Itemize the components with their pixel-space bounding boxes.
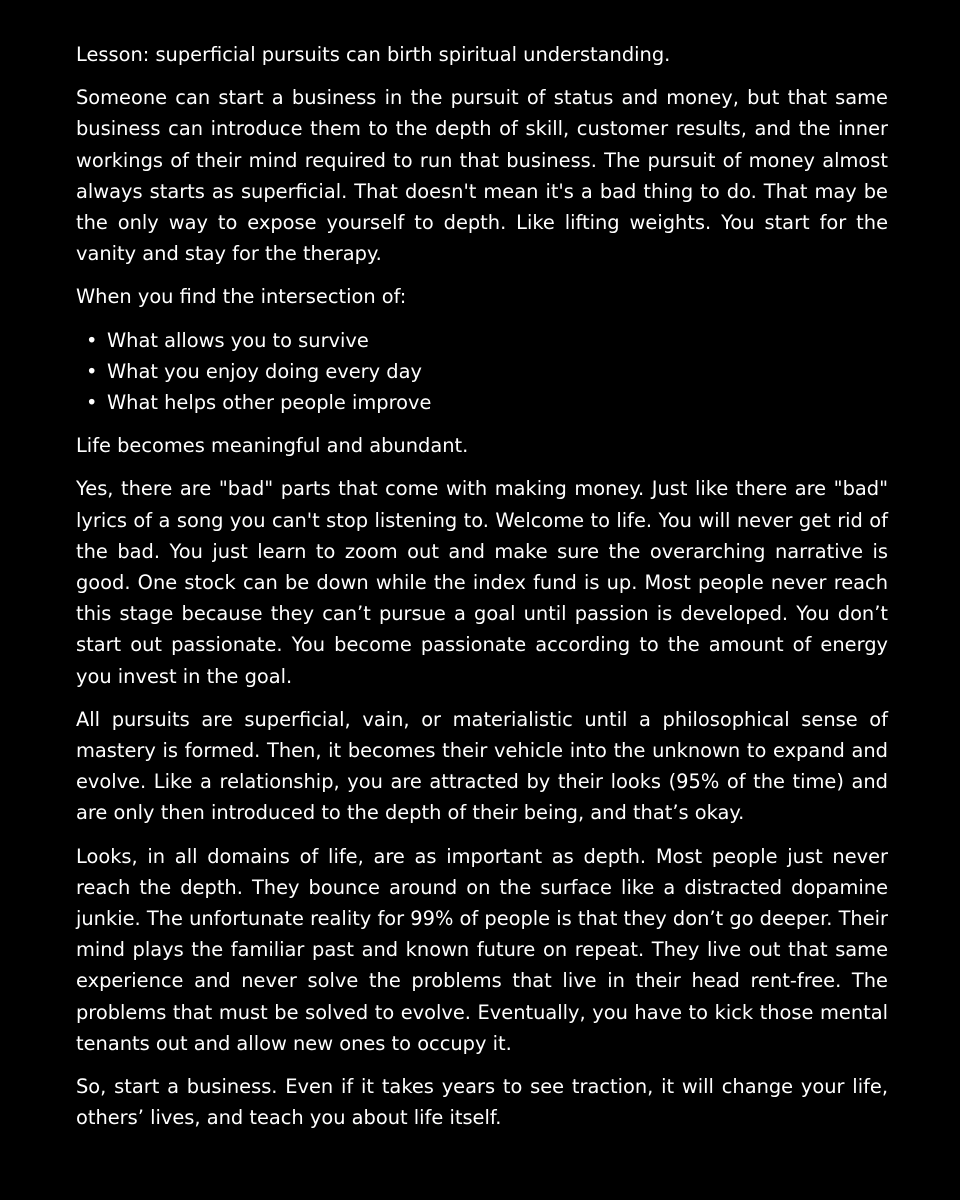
list-item	[76, 325, 888, 356]
list-item	[76, 356, 888, 387]
list-item-text: What allows you to survive	[107, 328, 369, 352]
intersection-list	[76, 325, 888, 419]
lesson-heading: Lesson: superficial pursuits can birth spiritual understanding.	[76, 43, 671, 66]
bullet-dot-icon: •	[86, 391, 98, 415]
list-item-text: What you enjoy doing every day	[107, 359, 422, 383]
paragraph-start-business: So, start a business. Even if it takes years to see traction, it will change your life, others’ lives, and teach you about life itself.	[76, 1075, 888, 1130]
list-item	[76, 387, 888, 418]
bullet-dot-icon: •	[86, 359, 98, 383]
list-item-text: What helps other people improve	[107, 391, 432, 415]
paragraph-business-pursuit: Someone can start a business in the pursuit of status and money, but that same business can introduce them to the depth of skill, customer results, and the inner workings of their mind required to run that business. The pursuit of money almost always starts as superficial. That doesn't mean it's a bad thing to do. That may be the only way to expose yourself to depth. Like lifting weights. You start for the vanity and stay for the therapy.	[76, 86, 888, 266]
paragraph-superficial-pursuits: All pursuits are superficial, vain, or materialistic until a philosophical sense of mastery is formed. Then, it becomes their vehicle into the unknown to expand and evolve. Like a relationship, you are attracted by their looks (95% of the time) and are only then introduced to the depth of their being, and that’s okay.	[76, 707, 888, 825]
paragraph-intersection-intro: When you find the intersection of:	[76, 285, 407, 309]
paragraph-meaningful-life: Life becomes meaningful and abundant.	[76, 434, 469, 458]
paragraph-looks-and-depth: Looks, in all domains of life, are as important as depth. Most people just never reach the depth. They bounce around on the surface like a distracted dopamine junkie. The unfortunate reality for 99% of people is that they don’t go deeper. Their mind plays the familiar past and known future on repeat. They live out that same experience and never solve the problems that live in their head rent-free. The problems that must be solved to evolve. Eventually, you have to kick those mental tenants out and allow new ones to occupy it.	[76, 844, 889, 1055]
paragraph-bad-parts: Yes, there are "bad" parts that come with making money. Just like there are "bad" lyrics of a song you can't stop listening to. Welcome to life. You will never get rid of the bad. You just learn to zoom out and make sure the overarching narrative is good. One stock can be down while the index fund is up. Most people never reach this stage because they can’t pursue a goal until passion is developed. You don’t start out passionate. You become passionate according to the amount of energy you invest in the goal.	[76, 477, 888, 688]
bullet-dot-icon: •	[86, 328, 98, 352]
